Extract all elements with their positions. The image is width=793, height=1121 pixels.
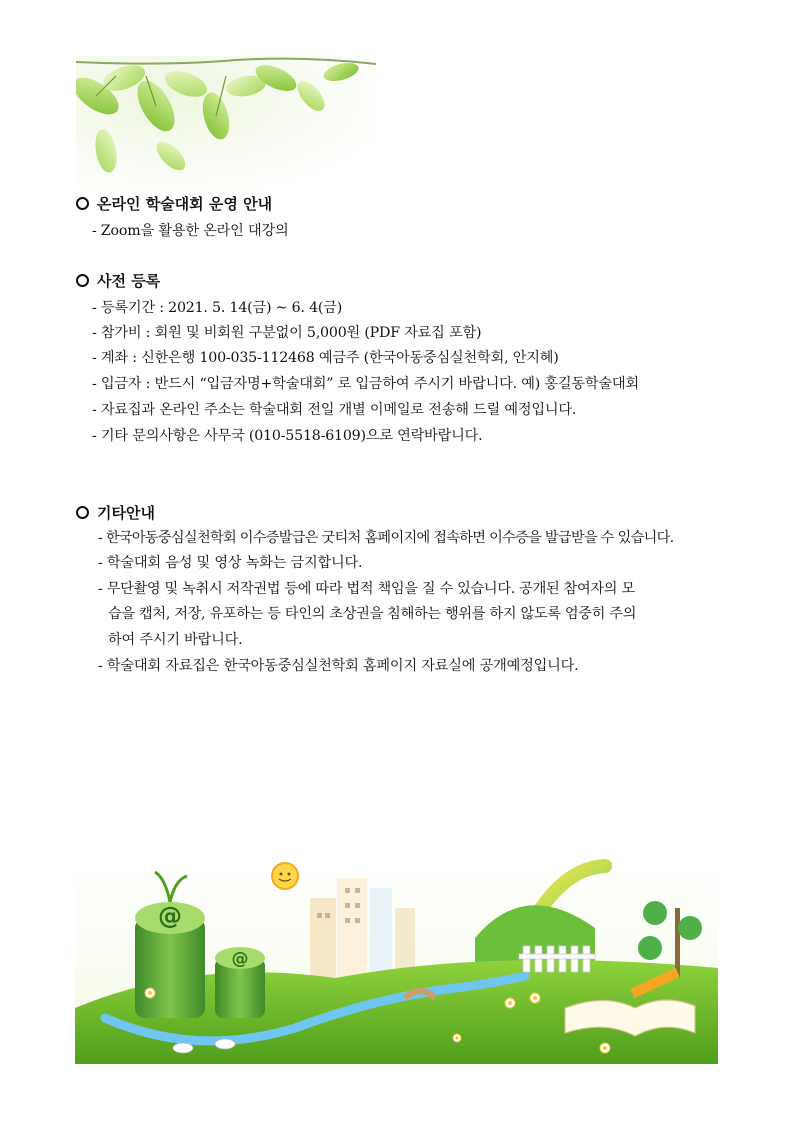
info-line: - 참가비 : 회원 및 비회원 구분없이 5,000원 (PDF 자료집 포함): [92, 325, 482, 341]
landscape-illustration: [75, 858, 718, 1064]
info-line: - 무단촬영 및 녹취시 저작권법 등에 따라 법적 책임을 질 수 있습니다. 공개된 참여자의 모: [98, 581, 635, 597]
info-line: - 계좌 : 신한은행 100-035-112468 예금주 (한국아동중심실천학회, 안지혜): [92, 350, 559, 366]
section-heading-registration: [76, 270, 160, 291]
info-line: - 학술대회 음성 및 영상 녹화는 금지합니다.: [98, 555, 363, 571]
info-line: - 기타 문의사항은 사무국 (010-5518-6109)으로 연락바랍니다.: [92, 428, 483, 444]
svg-text:@: @: [158, 902, 182, 930]
section-title: 사전 등록: [97, 272, 161, 290]
info-line-continued: 습을 캡처, 저장, 유포하는 등 타인의 초상권을 침해하는 행위를 하지 않도록 엄중히 주의: [108, 606, 637, 622]
circle-bullet-icon: [76, 197, 89, 210]
leaves-illustration: [76, 56, 376, 190]
circle-bullet-icon: [76, 274, 89, 287]
section-heading-other: [76, 502, 155, 523]
svg-text:@: @: [231, 949, 249, 969]
section-title: 기타안내: [97, 504, 155, 522]
section-heading-online: [76, 193, 272, 214]
circle-bullet-icon: [76, 506, 89, 519]
info-line: - Zoom을 활용한 온라인 대강의: [92, 223, 289, 239]
info-line-continued: 하여 주시기 바랍니다.: [108, 632, 243, 648]
section-title: 온라인 학술대회 운영 안내: [97, 195, 273, 213]
info-line: - 자료집과 온라인 주소는 학술대회 전일 개별 이메일로 전송해 드릴 예정입니다.: [92, 402, 577, 418]
info-line: - 학술대회 자료집은 한국아동중심실천학회 홈페이지 자료실에 공개예정입니다.: [98, 658, 579, 674]
info-line: - 입금자 : 반드시 “입금자명+학술대회” 로 입금하여 주시기 바랍니다. 예) 홍길동학술대회: [92, 376, 639, 392]
info-line: - 등록기간 : 2021. 5. 14(금) ~ 6. 4(금): [92, 300, 343, 316]
info-line: - 한국아동중심실천학회 이수증발급은 굿티처 홈페이지에 접속하면 이수증을 발급받을 수 있습니다.: [98, 530, 674, 546]
